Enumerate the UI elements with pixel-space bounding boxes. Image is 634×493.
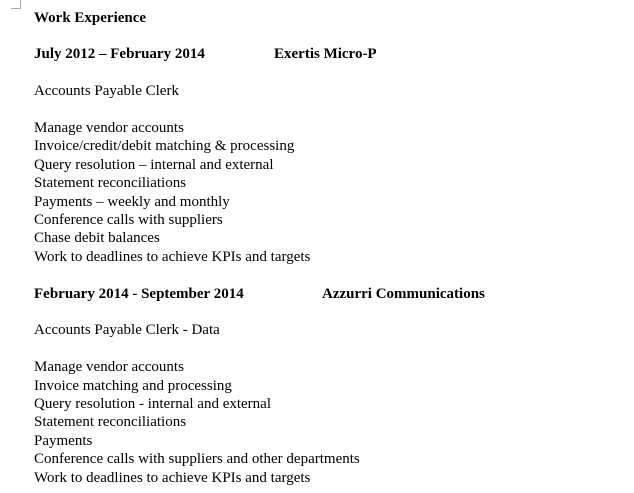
- section-title: Work Experience: [34, 10, 147, 26]
- job-dates: July 2012 – February 2014: [34, 46, 205, 62]
- duty-item: Invoice matching and processing: [34, 378, 232, 394]
- duty-item: Work to deadlines to achieve KPIs and targets: [34, 249, 311, 265]
- duty-item: Work to deadlines to achieve KPIs and targets: [34, 470, 311, 486]
- duty-item: Manage vendor accounts: [34, 359, 184, 375]
- duty-item: Payments – weekly and monthly: [34, 194, 230, 210]
- duty-item: Query resolution - internal and external: [34, 396, 271, 412]
- duty-item: Statement reconciliations: [34, 414, 187, 430]
- duty-item: Payments: [34, 433, 93, 449]
- duty-item: Manage vendor accounts: [34, 120, 184, 136]
- page-corner-mark-horizontal: [11, 8, 21, 9]
- job-dates: February 2014 - September 2014: [34, 286, 244, 302]
- job-employer: Azzurri Communications: [322, 286, 485, 302]
- duty-item: Conference calls with suppliers: [34, 212, 223, 228]
- duty-item: Conference calls with suppliers and other departments: [34, 451, 360, 467]
- job-role: Accounts Payable Clerk - Data: [34, 322, 220, 338]
- duty-item: Invoice/credit/debit matching & processing: [34, 138, 295, 154]
- duty-item: Statement reconciliations: [34, 175, 187, 191]
- duty-item: Chase debit balances: [34, 230, 160, 246]
- duty-item: Query resolution – internal and external: [34, 157, 274, 173]
- job-role: Accounts Payable Clerk: [34, 83, 179, 99]
- job-employer: Exertis Micro-P: [274, 46, 377, 62]
